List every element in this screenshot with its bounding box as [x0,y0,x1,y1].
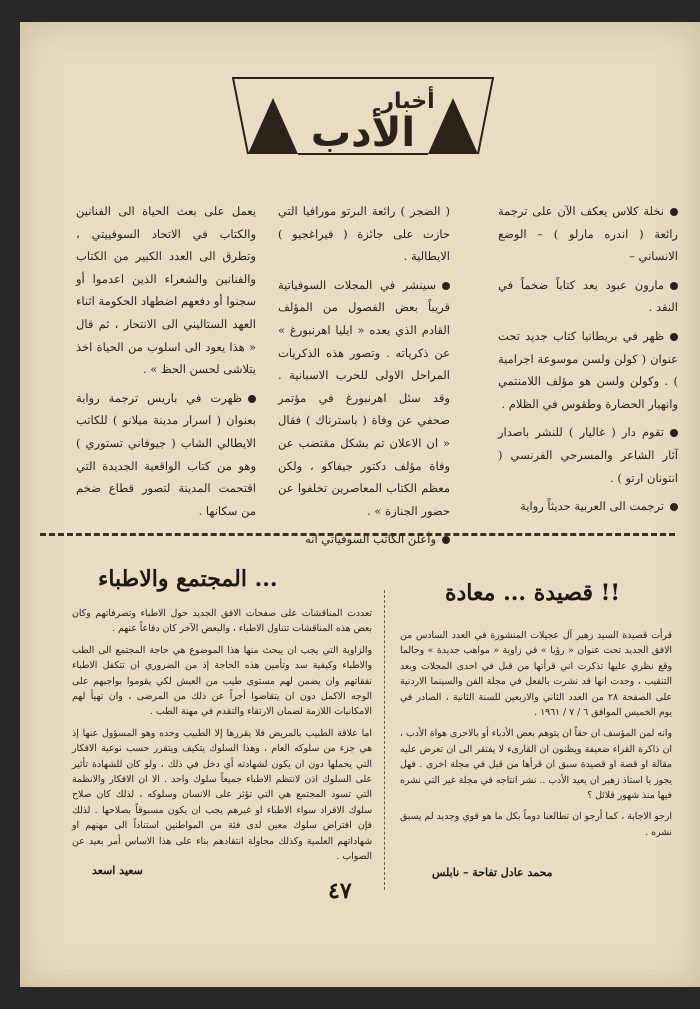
banner-title-large: الأدب [310,110,416,156]
section-divider [40,533,675,536]
news-item: وأعلن الكاتب السوفياتي انه [278,528,450,551]
bullet-icon [670,429,678,437]
news-item: ترجمت الى العربية حديثاً رواية [498,495,678,518]
bullet-icon [442,282,450,290]
news-item: ظهر في بريطانيا كتاب جديد تحت عنوان ( كولن ولسن موسوعة اجرامية ) . وكولن ولسن هو مؤلف اللامنتمي وانهيار الحضارة وطقوس في الظلام . [498,328,678,411]
bullet-icon [670,503,678,511]
article-body-poem: قرأت قصيدة السيد زهير آل عجيلات المنشورة في العدد السادس من الافق الجديد تحت عنوان « رؤيا » في زاوية « مواهب جديدة » وحالما وقع نظري عليها تذكرت اني قرأتها من قبل في احدى المجلات وبعد التنقيب ، وجدت انها قد نشرت بالفعل في مجلة الفن والسينما الاردنية على الصفحة ٢٨ من العدد الثاني والاربعين للسنة الثانية ، الصادر في يوم الخميس الموافق ٦ / ٧ / ١٩٦١ . وانه لمن المؤسف ان حقاً ان يتوهم بعض الأدباء أو بالاحرى هواة الأدب ، ان ذاكرة القراء ضعيفة ويظنون ان القارىء لا يفتقر الى ان تعرض عليه مقالة او قصة او قصيدة سبق ان قرأها من قبل في مجلة اخرى . فهل يجوز يا استاذ زهير ان يعيد الأدب .. نشر انتاجه في مجلة غير التي نشره فيها منذ شهور قلائل ؟ ارجو الاجابة ، كما أرجو ان تطالعنا دوماً بكل ما هو قوي وجديد لم يسبق نشره . [400,630,673,838]
news-item: ( الضجر ) رائعة البرتو مورافيا التي حازت على جائزة ( فيراغجيو ) الايطالية . [278,204,450,264]
news-column-middle [278,200,450,557]
article-title-doctors: المجتمع والاطباء ... [98,566,278,592]
article-title-poem: قصيدة ... معادة !! [444,580,620,606]
banner-title-small: أخبار [381,89,435,114]
news-item: يعمل على بعث الحياة الى الفنانين والكتاب في الاتحاد السوفييتي ، وتطرق الى العدد الكبير من الكتاب والفنانين والشعراء الذين اعدموا أو سجنوا أو دفعهم اضطهاد الحكومة اثناء العهد الستاليني الى الانتحار ، ثم قال « هذا يعود الى اسلوب من الحياة اخذ يتلاشى لحسن الحظ » . [76,204,256,377]
bullet-icon [670,333,678,341]
right-triangle-ornament [428,98,478,154]
news-item: نخلة كلاس يعكف الآن على ترجمة رائعة ( اندره مارلو ) – الوضع الانساني – [498,204,678,264]
bullet-icon [670,282,678,290]
page-number: ٤٧ [328,878,352,904]
left-triangle-ornament [248,98,298,154]
section-banner [228,56,498,166]
news-item: ظهرت في باريس ترجمة رواية بعنوان ( اسرار مدينة ميلانو ) للكاتب الايطالي الشاب ( جيوفاني تستوري ) وهو من كتاب الواقعية الجديدة التي اقتحمت المدينة لتصور قطاع ضخم من سكانها . [76,390,256,518]
news-item: مارون عبود يعد كتاباً ضخماً في النقد . [498,277,678,315]
bullet-icon [248,395,256,403]
column-divider [384,590,385,890]
news-column-left [76,200,256,528]
article-signature-poem: محمد عادل تفاحة – نابلس [432,866,553,879]
bullet-icon [670,208,678,216]
article-signature-doctors: سعيد اسعد [92,864,143,877]
news-column-right [498,200,678,524]
bullet-icon [442,536,450,544]
news-item: سينشر في المجلات السوفياتية قريباً بعض الفصول من المؤلف القادم الذي يعده « ايليا اهرنبورغ » عن ذكرياته . وتصور هذه الذكريات المراحل الاولى للحرب الاسبانية . وقد سئل اهرنبورغ في مؤتمر صحفي عن وفاة ( باسترناك ) فقال « ان الاعلان تم بشكل مقتضب عن وفاة مؤلف دكتور جيفاكو ، ولكن معظم الكتاب المعاصرين تخلفوا عن حضور الجنازة » . [278,277,450,518]
article-body-doctors: تعددت المناقشات على صفحات الافق الجديد حول الاطباء وتصرفاتهم وكان بعض هذه المناقشات تتناول الاطباء ، والبعض الآخر كان دفاعاً عنهم . والزاوية التي يجب ان يبحث منها هذا الموضوع هي حاجة المجتمع الى الطب والاطباء وكيفية سد وتأمين هذه الحاجة إذ من الضروري ان تتكفل الاطباء نفقاتهم وان يضمن لهم مستوى طيب من العيش لكي يقوموا بواجبهم على الوجه الاكمل دون ان يتقاضوا أجراً عن ذلك من المرضى ، وان تهيأ لهم الامكانيات اللازمة لضمان الارتقاء والتقدم في مهنة الطب . اما علاقة الطبيب بالمريض فلا يقررها إلا الطبيب وحده وهو المسؤول عنها إذ هي جزء من سلوكه العام ، وهذا السلوك يتكيف ويتقرر حسب نوعية الافكار التي يحملها دون ان يكون لشهادته أي دخل في ذلك ، ولو كان للشهادة تأثير على السلوك اذن لانتظم الاطباء جميعاً سلوك واحد . الا ان الافكار والانظمة التي تسود المجتمع هي التي تؤثر على الانسان وسلوكه ، لذلك كان صلاح سلوك الافراد سواء الاطباء او غيرهم يجب ان يكون مسبوقاً بصلاحها . لذلك فإن افتراض سلوك معين لدى فئة من المواطنين استناداً الى مهنهم او شهاداتهم العلمية وكذلك محاولة انتقادهم بناء على هذا الاساس أمر بعيد عن الصواب . [72,608,372,863]
news-item: تقوم دار ( غاليار ) للنشر باصدار آثار الشاعر والمسرحي الفرنسي ( انتونان ارتو ) . [498,425,678,485]
